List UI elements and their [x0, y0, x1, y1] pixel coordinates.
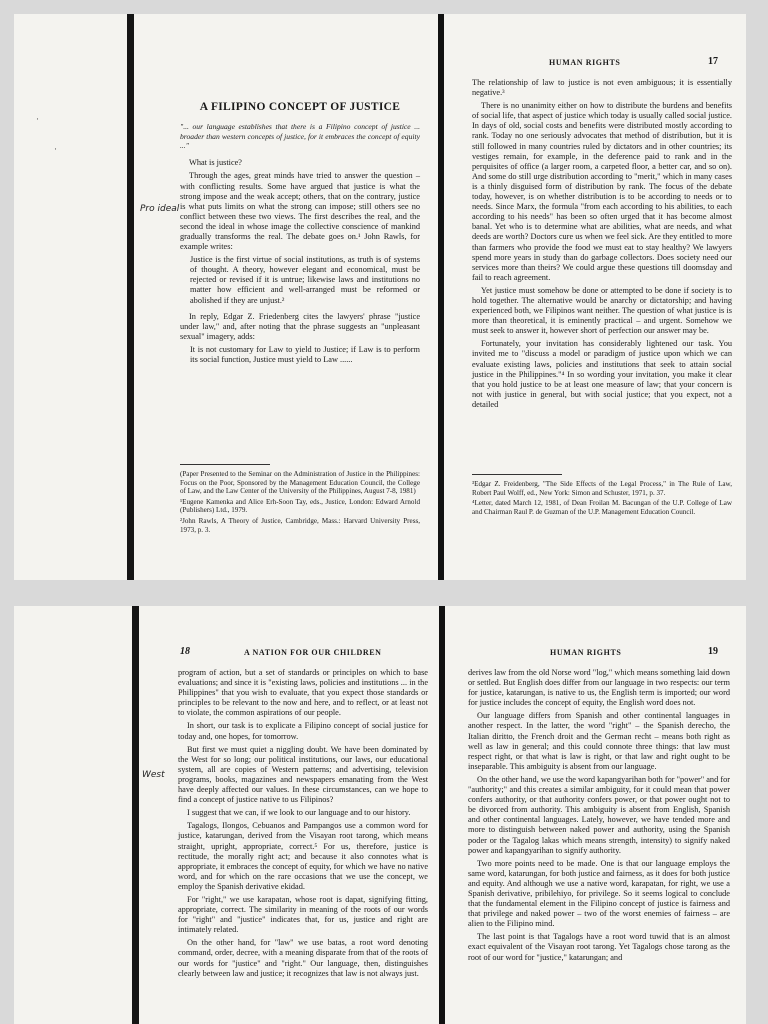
page-number: 19 — [708, 646, 718, 657]
right-page-footnotes — [472, 470, 732, 518]
handwritten-margin-note: West — [142, 770, 165, 780]
page-number: 18 — [180, 646, 190, 657]
footnote: ¹Eugene Kamenka and Alice Erh-Soon Tay, eds., Justice, London: Edward Arnold (Publishers) Ltd., 1979. — [180, 497, 420, 515]
book-spine-shadow — [439, 606, 445, 1024]
paragraph: Through the ages, great minds have tried to answer the question – with conflicting results. Some have argued that justice is what the strong impose and the weak accept; others, that on the contrary, justice is what puts limits on what the strong can impose; still others see no conflict between these two views. The first describes the real, and the second the ideal in whose image the collective conscience of mankind gradually transforms the real. The debate goes on.¹ John Rawls, for example writes: — [180, 171, 420, 252]
book-spread-pages-18-19 — [14, 606, 746, 1024]
right-page-body — [472, 78, 732, 413]
paragraph: In reply, Edgar Z. Friedenberg cites the lawyers' phrase "justice under law," and, after noting that the phrase suggests an "unpleasant sexual" imagery, adds: — [180, 311, 420, 341]
paragraph: Our language differs from Spanish and other continental languages in another respect. In the latter, the word "right" – the Spanish derecho, the Italian diritto, the French droit and the German recht – means both right as well as law in general; and this could connote three things: that law must respect right, or that what is law is right, or that law and right ought to be inseparable. This ambiguity is absent from our language. — [468, 711, 730, 771]
paragraph: On the other hand, for "law" we use batas, a root word denoting command, order, decree, with a meaning disparate from that of the roots of our words for "justice" and "right." Our language, then, distinguishes clearly between law and justice; it recognizes that law is not always just. — [178, 938, 428, 978]
paragraph: Two more points need to be made. One is that our language employs the same word, katarungan, for both justice and fairness, as it does for both justice and equity. And although we use a native word, karapatan, for right, we use a Spanish derivative, pribilehiyo, for privilege. So it seems logical to conclude that the fundamental element in the Filipino concept of justice is fairness and that privilege and naked power – two of the worst enemies of fairness – are alien to the Filipino mind. — [468, 858, 730, 929]
paragraph: There is no unanimity either on how to distribute the burdens and benefits of social life, that aspect of justice which today is usually called social justice. In days of old, social costs and benefits were distributed mostly according to rank. Today no one seriously advocates that method of distribution, but it is still followed in many countries ruled by dictators and in other countries; its vestiges remain, for example, in the deference paid to rank and in the perquisites of office (a larger room, a carpeted floor, a better car, and so on). And some do still urge distribution according to "merit," which in many cases is a thinly disguised form of distribution by rank. The focus of the debate today, however, is on whether distribution is to be according to needs or to needs. Since Marx, the formula "from each according to his abilities, to each according to his needs" has been so often urged that it has become almost banal. Yet who is to determine what are abilities, what are needs, and what deeds are worth? Doctors cure us when we feel sick. Are they entitled to more than farmers who provide the food we must eat to stay healthy? We lawyers spend more years in study than do garbage collectors. Does society need our services more than theirs? We could argue these questions till doomsday and fail to reach agreement. — [472, 101, 732, 282]
running-head: A NATION FOR OUR CHILDREN — [244, 648, 382, 657]
footnote-rule — [180, 464, 270, 465]
page-number: 17 — [708, 56, 718, 67]
paragraph: derives law from the old Norse word "log," which means something laid down or settled. But English does differ from our language in two respects: our term for justice, katarungan, is native to us, the English term is imported; our word for justice includes the concept of equity, the English word does not. — [468, 668, 730, 708]
left-page-edge-shadow — [127, 14, 134, 580]
paragraph: Yet justice must somehow be done or attempted to be done if society is to hold together. The alternative would be anarchy or dictatorship; and having experienced both, we Filipinos want neither. The question of what justice is is more than theoretical, it is eminently practical – and urgent. Somehow we must seek to answer it, however short of perfection our answer may be. — [472, 285, 732, 336]
scan-speck: · — [54, 144, 57, 154]
block-quote: Justice is the first virtue of social institutions, as truth is of systems of thought. A theory, however elegant and economical, must be rejected or revised if it is untrue; likewise laws and institutions no matter how efficient and well-arranged must be reformed or abolished if they are unjust.² — [190, 255, 420, 305]
running-head: HUMAN RIGHTS — [550, 648, 622, 657]
scan-speck: · — [36, 114, 39, 124]
right-page-body — [468, 668, 730, 966]
paragraph: Tagalogs, Ilongos, Cebuanos and Pampangos use a common word for justice, katarungan, derived from the Visayan root tarong, which means straight, upright, appropriate, correct.⁵ For us, therefore, justice is rectitude, the morally right act; and because it also connotes what is appropriate, it embraces the concept of equity, for which we have no native word, and for which on the rare occasions that we use the concept, we employ the Spanish derivative ekidad. — [178, 821, 428, 891]
paragraph: For "right," we use karapatan, whose root is dapat, signifying fitting, appropriate, correct. The similarity in meaning of the roots of our words for "right" and "justice" indicates that, for us, justice and right are intimately related. — [178, 894, 428, 935]
paragraph: program of action, but a set of standards or principles on which to base evaluations; and since it is "existing laws, policies and institutions ... in the Philippines" that you wish to evaluate, that you expect those standards or principles to be relevant to the now and here, and to reflect, or at least not to violate, the common aspirations of our people. — [178, 668, 428, 718]
block-quote: It is not customary for Law to yield to Justice; if Law is to perform its social function, Justice must yield to Law ...... — [190, 344, 420, 364]
footnote: (Paper Presented to the Seminar on the Administration of Justice in the Philippines: Focus on the Poor, Sponsored by the Management Education Council, the College of Law, and the Law Center of the University of the Philippines, August 7-8, 1981) — [180, 470, 420, 496]
footnote: ⁴Letter, dated March 12, 1981, of Dean Froilan M. Bacungan of the U.P. College of Law and Chairman Raul P. de Guzman of the U.P. Management Education Council. — [472, 499, 732, 516]
paragraph: The relationship of law to justice is not even ambiguous; it is essentially negative.³ — [472, 78, 732, 98]
paragraph: The last point is that Tagalogs have a root word tuwid that is an almost exact equivalent of the Visayan root tarong. Yet Tagalogs chose tarong as the root of our word for "justice," katarungan; and — [468, 932, 730, 962]
paragraph: On the other hand, we use the word kapangyarihan both for "power" and for "authority;" and this creates a similar ambiguity, for it could mean that power confers authority, or that authority confers power, or that power ought not to be divorced from authority. This ambiguity is absent from English, Spanish and other continental languages. Lately, however, we have tended more and more to distinguish between naked power and authority, using the Spanish poder or the Tagalog lakas which means strength, intensity) to signify naked power and kapangyarihan to signify authority. — [468, 774, 730, 855]
epigraph: "... our language establishes that there is a Filipino concept of justice ... broader than western concepts of justice, for it embraces the concept of equity ..." — [180, 122, 420, 150]
handwritten-margin-note: Pro ideal — [140, 204, 180, 214]
left-page-body — [180, 102, 420, 371]
paragraph: In short, our task is to explicate a Filipino concept of social justice for today and, one hopes, for tomorrow. — [178, 721, 428, 741]
running-head: HUMAN RIGHTS — [549, 58, 621, 67]
left-page-footnotes — [180, 460, 420, 536]
footnote: ²John Rawls, A Theory of Justice, Cambridge, Mass.: Harvard University Press, 1973, p. 3. — [180, 516, 420, 534]
book-spine-shadow — [438, 14, 444, 580]
paragraph: But first we must quiet a niggling doubt. We have been dominated by the West for so long; our political institutions, our laws, our educational system, all are copies of Western patterns; and advertising, television programs, books, magazines and newspapers emanating from the West have deeply affected our values. In these circumstances, can we hope to find a concept of justice native to us Filipinos? — [178, 744, 428, 805]
footnote-rule — [472, 474, 562, 475]
paragraph: What is justice? — [189, 158, 242, 168]
article-title: A FILIPINO CONCEPT OF JUSTICE — [199, 101, 401, 113]
paragraph: Fortunately, your invitation has considerably lightened our task. You invited me to "discuss a model or paradigm of justice upon which we can evaluate existing laws, policies and institutions that seek to attain social justice in the Philippines."⁴ In so wording your invitation, you make it clear that you hold justice to be at least one measure of law; that your concern is not with justice in general, but with social justice; that you expect, not a detailed — [472, 339, 732, 409]
footnote: ³Edgar Z. Freidenberg, "The Side Effects of the Legal Process," in The Rule of Law, Robert Paul Wolff, ed., New York: Simon and Schuster, 1971, p. 37. — [472, 480, 732, 497]
book-spread-pages-16-17 — [14, 14, 746, 580]
paragraph: I suggest that we can, if we look to our language and to our history. — [187, 808, 411, 818]
left-page-body — [178, 668, 428, 982]
left-page-edge-shadow — [132, 606, 139, 1024]
